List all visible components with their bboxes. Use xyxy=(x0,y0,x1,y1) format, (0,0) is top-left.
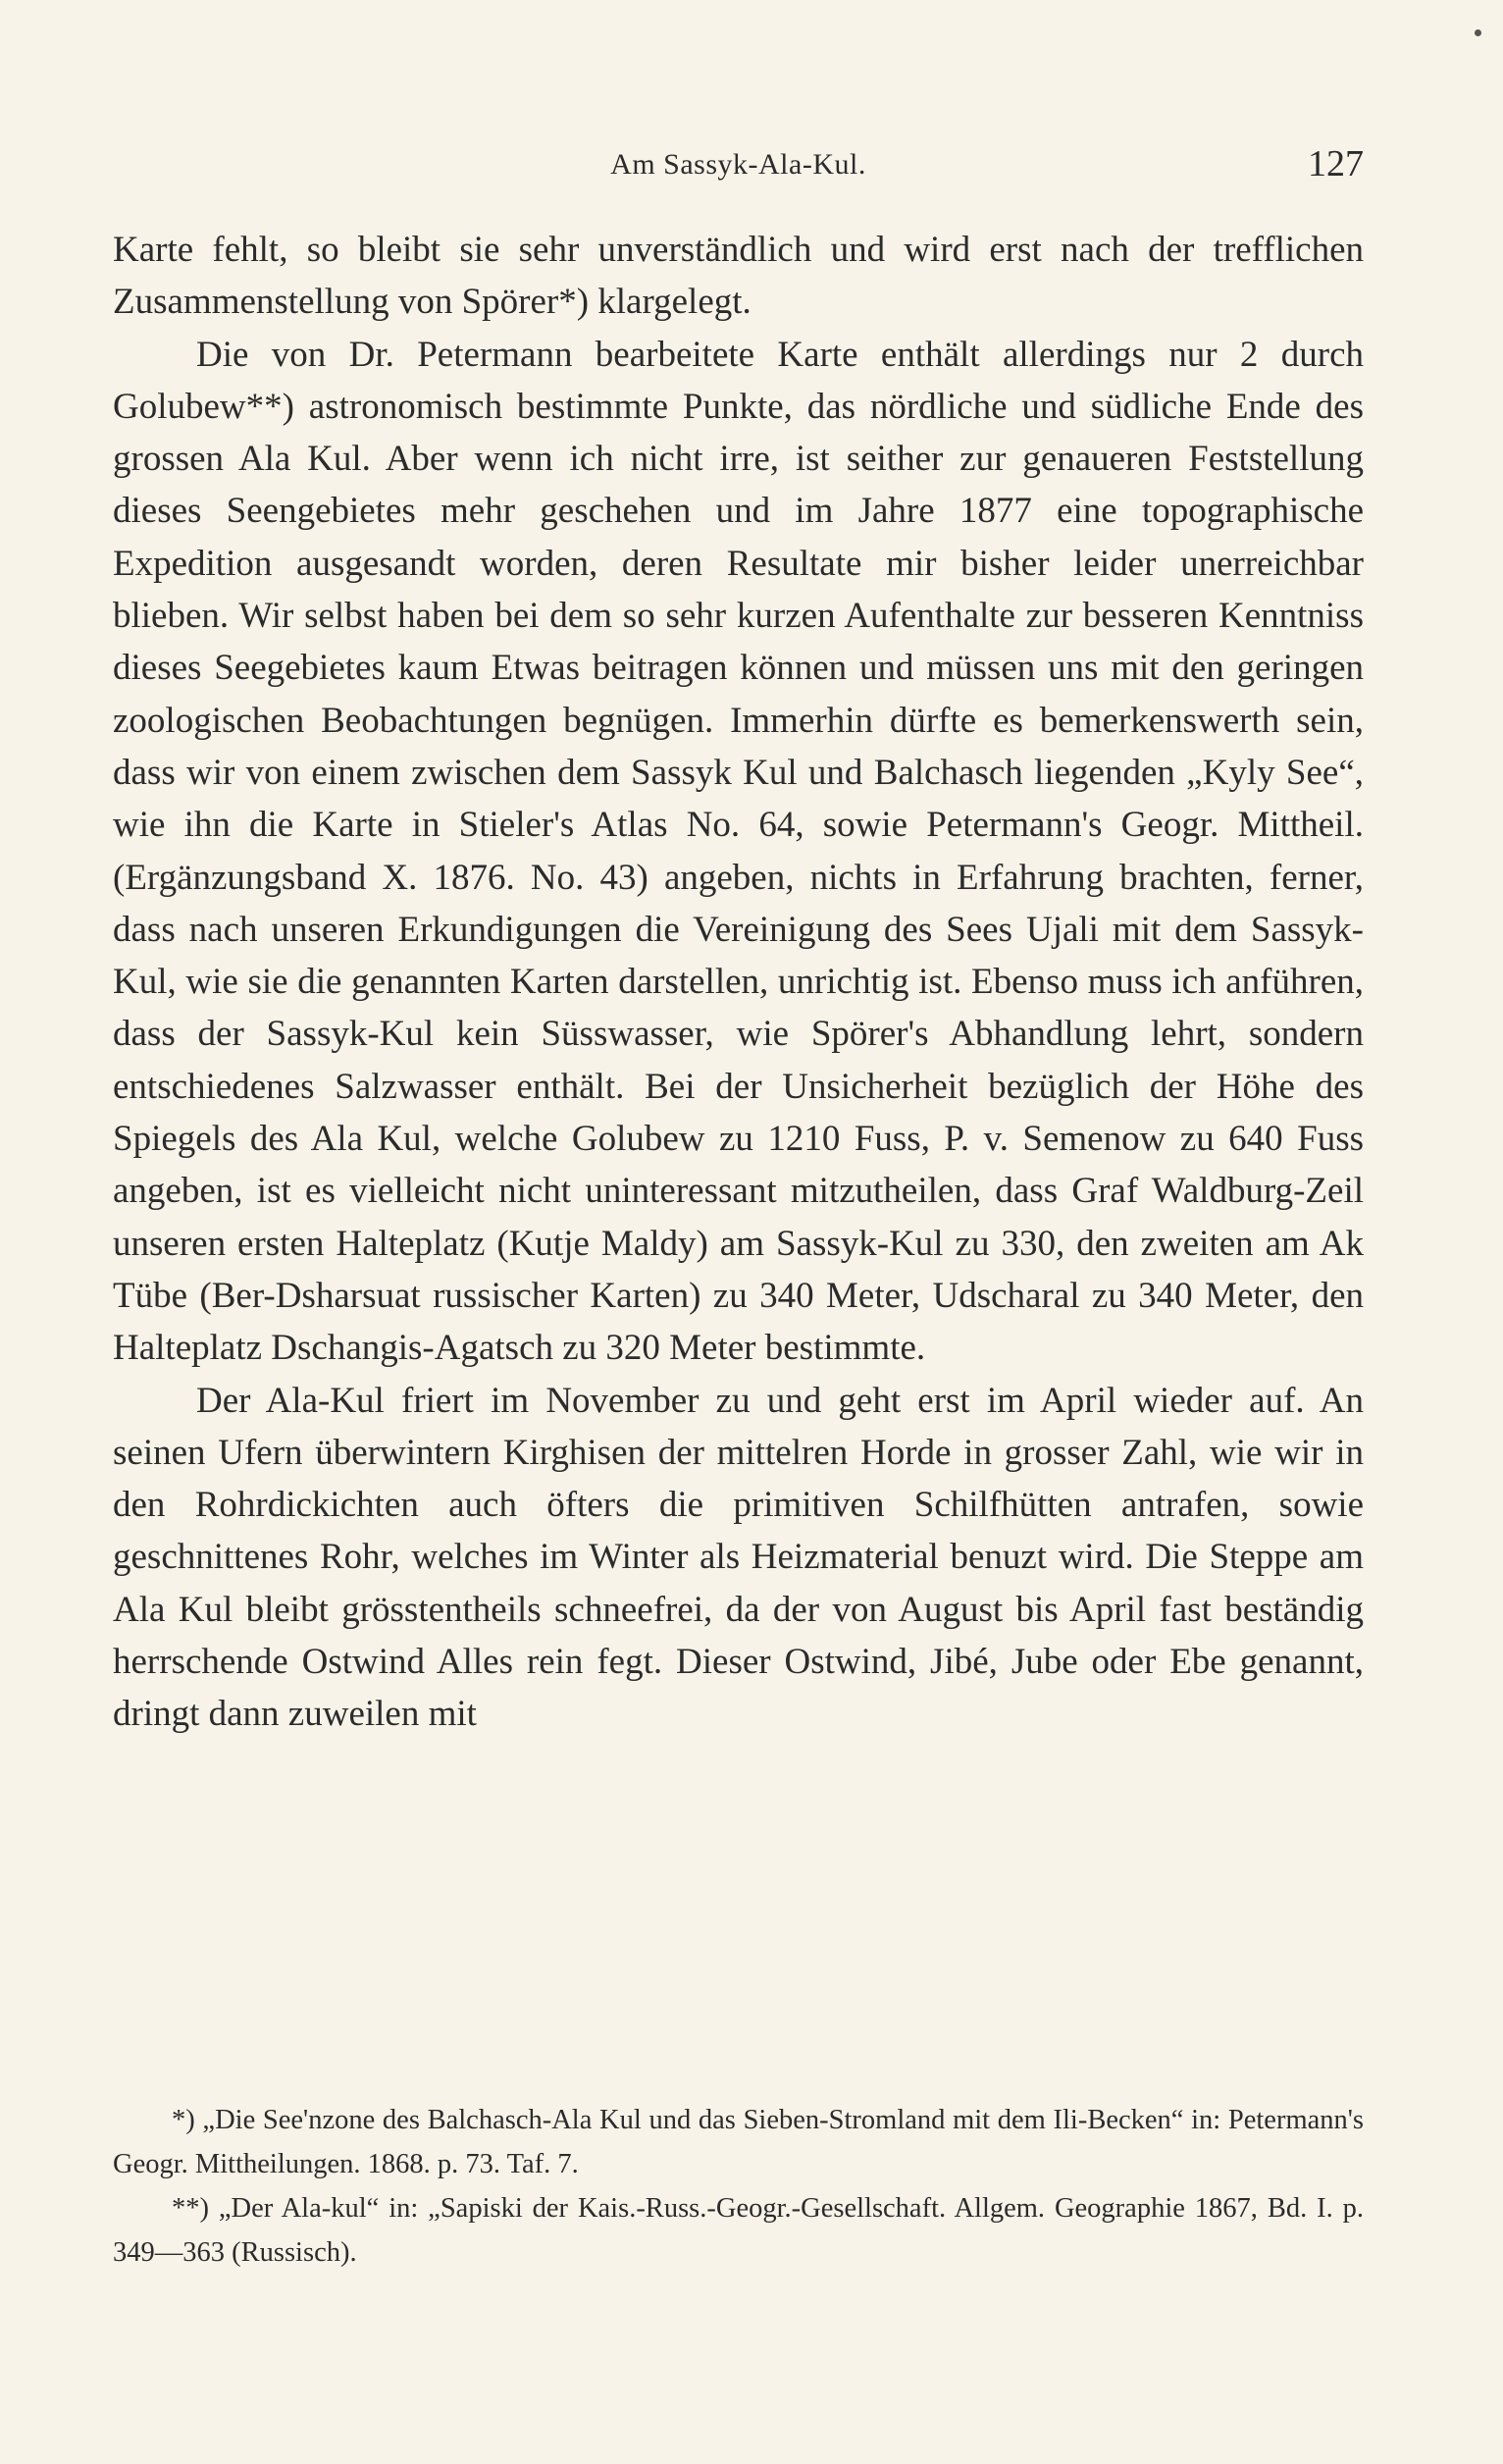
page-number: 127 xyxy=(1308,143,1364,184)
running-title: Am Sassyk-Ala-Kul. xyxy=(610,148,866,181)
footnote-1: *) „Die See'nzone des Balchasch-Ala Kul und das Sieben-Stromland mit dem Ili-Becken“ in: Petermann's Geogr. Mittheilungen. 1868. p. 73. Taf. 7. xyxy=(113,2105,1364,2179)
footnote-2: **) „Der Ala-kul“ in: „Sapiski der Kais.-Russ.-Geogr.-Gesellschaft. Allgem. Geographie 1867, Bd. I. p. 349—363 (Russisch). xyxy=(113,2193,1364,2268)
footnotes xyxy=(113,2098,1364,2275)
paragraph-3: Der Ala-Kul friert im November zu und geht erst im April wieder auf. An seinen Ufern überwintern Kirghisen der mittelren Horde in grosser Zahl, wie wir in den Rohrdickichten auch öfters die primitiven Schilfhütten antrafen, sowie geschnittenes Rohr, welches im Winter als Heizmaterial benuzt wird. Die Steppe am Ala Kul bleibt grösstentheils schneefrei, da der von August bis April fast beständig herrschende Ostwind Alles rein fegt. Dieser Ostwind, Jibé, Jube oder Ebe genannt, dringt dann zuweilen mit xyxy=(113,1380,1364,1735)
body-text xyxy=(113,224,1364,1741)
paragraph-2: Die von Dr. Petermann bearbeitete Karte enthält allerdings nur 2 durch Golubew**) astronomisch bestimmte Punkte, das nördliche und südliche Ende des grossen Ala Kul. Aber wenn ich nicht irre, ist seither zur genaueren Feststellung dieses Seengebietes mehr geschehen und im Jahre 1877 eine topographische Expedition ausgesandt worden, deren Resultate mir bisher leider unerreichbar blieben. Wir selbst haben bei dem so sehr kurzen Aufenthalte zur besseren Kenntniss dieses Seegebietes kaum Etwas beitragen können und müssen uns mit den geringen zoologischen Beobachtungen begnügen. Immerhin dürfte es bemerkenswerth sein, dass wir von einem zwischen dem Sassyk Kul und Balchasch liegenden „Kyly See“, wie ihn die Karte in Stieler's Atlas No. 64, sowie Petermann's Geogr. Mittheil. (Ergänzungsband X. 1876. No. 43) angeben, nichts in Erfahrung brachten, ferner, dass nach unseren Erkundigungen die Vereinigung des Sees Ujali mit dem Sassyk-Kul, wie sie die genannten Karten darstellen, unrichtig ist. Ebenso muss ich anführen, dass der Sassyk-Kul kein Süsswasser, wie Spörer's Abhandlung lehrt, sondern entschiedenes Salzwasser enthält. Bei der Unsicherheit bezüglich der Höhe des Spiegels des Ala Kul, welche Golubew zu 1210 Fuss, P. v. Semenow zu 640 Fuss angeben, ist es vielleicht nicht uninteressant mitzutheilen, dass Graf Waldburg-Zeil unseren ersten Halteplatz (Kutje Maldy) am Sassyk-Kul zu 330, den zweiten am Ak Tübe (Ber-Dsharsuat russischer Karten) zu 340 Meter, Udscharal zu 340 Meter, den Halteplatz Dschangis-Agatsch zu 320 Meter bestimmte. xyxy=(113,334,1364,1369)
ink-speck xyxy=(1475,29,1481,36)
running-head xyxy=(113,142,1364,191)
paragraph-1: Karte fehlt, so bleibt sie sehr unverständlich und wird erst nach der trefflichen Zusammenstellung von Spörer*) klargelegt. xyxy=(113,230,1364,323)
